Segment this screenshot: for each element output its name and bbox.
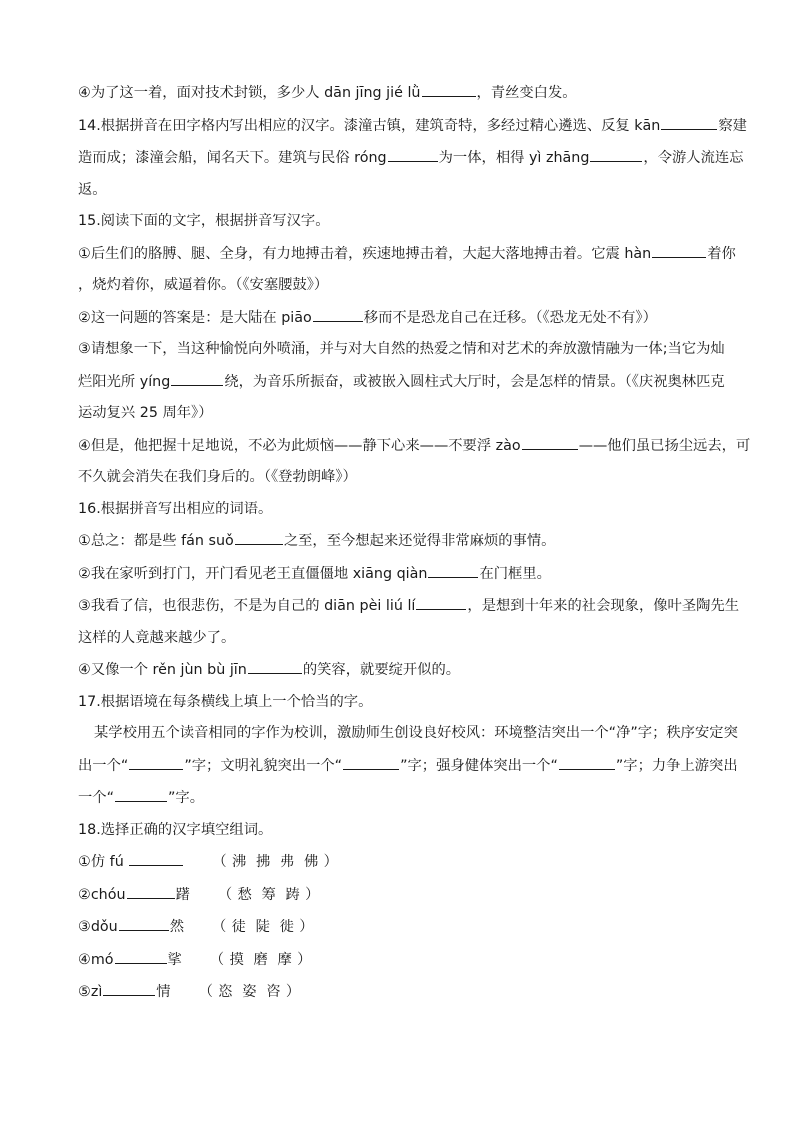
q18-pinyin: ⑤zì [78, 984, 103, 1000]
q16-text: 的笑容，就要绽开似的。 [302, 662, 461, 678]
option-char: 徙 [279, 919, 295, 935]
answer-blank[interactable] [115, 787, 167, 802]
q18-suffix: 挲 [167, 951, 182, 968]
q15-text: 烂阳光所 yíng [78, 373, 171, 390]
answer-blank[interactable] [661, 115, 717, 130]
q18-suffix: 情 [156, 984, 171, 1000]
q17-title: 17.根据语境在每条横线上填上一个恰当的字。 [78, 693, 373, 710]
q18-options: （ 摸 磨 摩 ） [209, 951, 313, 968]
answer-blank[interactable] [428, 563, 478, 578]
option-char: 踌 [285, 886, 301, 903]
answer-blank[interactable] [416, 595, 466, 610]
q16-item-4 [78, 659, 726, 680]
option-char: 徒 [231, 919, 247, 935]
answer-blank[interactable] [127, 884, 175, 899]
q15-text: 移而不是恐龙自己在迁移。（《恐龙无处不有》） [363, 309, 657, 326]
q14-text: 察建 [718, 117, 747, 134]
q16-text: ①总之：都是些 fán suǒ [78, 533, 234, 549]
q15-item-3-line-1: ③请想象一下，当这种愉悦向外喷涌，并与对大自然的热爱之情和对艺术的奔放激情融为一体;当它为灿 [78, 341, 725, 357]
q15-item-4-line-2: 不久就会消失在我们身后的。（《登勃朗峰》） [78, 469, 357, 485]
q15-item-4-line-1 [78, 435, 751, 456]
q17-line-3 [78, 787, 726, 808]
q18-pinyin: ①仿 fú [78, 854, 124, 870]
q15-item-3-line-3: 运动复兴 25 周年》） [78, 405, 213, 421]
q18-pinyin: ③dǒu [78, 919, 118, 935]
q13-item-4-text: ④为了这一着，面对技术封锁，多少人 dān jīng jié lǜ [78, 85, 421, 101]
q18-options: （ 徒 陡 徙 ） [212, 919, 315, 935]
q18-options: （ 沸 拂 弗 佛 ） [212, 854, 339, 870]
q16-item-3-line-2: 这样的人竟越来越少了。 [78, 629, 236, 646]
q16-text: ④又像一个 rěn jùn bù jīn [78, 662, 247, 678]
q13-item-4 [78, 82, 726, 103]
q16-text: ，是想到十年来的社会现象，像叶圣陶先生 [467, 598, 740, 614]
answer-blank[interactable] [103, 981, 155, 996]
answer-blank[interactable] [522, 435, 578, 450]
q18-suffix: 躇 [175, 886, 190, 903]
answer-blank[interactable] [422, 82, 476, 97]
option-char: 姿 [242, 984, 258, 1000]
q15-text: ①后生们的胳膊、腿、全身，有力地搏击着，疾速地搏击着，大起大落地搏击着。它震 hàn [78, 245, 652, 262]
q18-suffix: 然 [169, 919, 184, 935]
answer-blank[interactable] [559, 755, 615, 770]
option-char: 佛 [303, 854, 320, 870]
q15-text: ②这一问题的答案是：是大陆在 piāo [78, 309, 312, 326]
q17-text: ”字。 [168, 790, 205, 806]
q18-item-1 [78, 851, 726, 872]
q16-item-2 [78, 563, 726, 584]
answer-blank[interactable] [129, 755, 183, 770]
answer-blank[interactable] [171, 371, 223, 386]
option-char: 摩 [277, 951, 293, 968]
q18-title: 18.选择正确的汉字填空组词。 [78, 821, 273, 838]
q16-text: 之至，至今想起来还觉得非常麻烦的事情。 [283, 533, 556, 549]
q15-item-2 [78, 307, 726, 328]
q13-item-4-text-end: ，青丝变白发。 [476, 85, 577, 101]
q15-item-1-line-1 [78, 243, 736, 264]
q17-text: 一个“ [78, 790, 115, 806]
q16-title: 16.根据拼音写出相应的词语。 [78, 500, 273, 517]
option-char: 磨 [253, 951, 269, 968]
q15-item-3-line-2 [78, 371, 726, 392]
q16-text: 在门框里。 [479, 565, 551, 582]
q17-text: 出一个“ [78, 757, 129, 774]
answer-blank[interactable] [129, 851, 183, 866]
answer-blank[interactable] [343, 755, 399, 770]
q15-text: ——他们虽已扬尘远去，可 [578, 437, 751, 454]
q17-text: ”字；强身健体突出一个“ [400, 757, 558, 774]
q14-line-3: 返。 [78, 181, 107, 198]
q15-text: 着你 [707, 245, 736, 262]
q14-text: 造而成；漆潼会船，闻名天下。建筑与民俗 róng [78, 150, 387, 166]
q14-text: ，令游人流连忘 [643, 150, 744, 166]
q18-pinyin: ②chóu [78, 886, 126, 903]
q16-text: ②我在家听到打门，开门看见老王直僵僵地 xiāng qiàn [78, 565, 428, 582]
q18-item-5 [78, 981, 726, 1002]
q17-text: ”字；力争上游突出 [615, 757, 738, 774]
q17-line-1: 某学校用五个读音相同的字作为校训，激励师生创设良好校风：环境整洁突出一个“净”字；秩序安定突 [94, 725, 738, 741]
q18-pinyin: ④mó [78, 951, 114, 968]
q18-options: （ 愁 筹 踌 ） [217, 886, 321, 903]
q16-item-1 [78, 530, 726, 551]
option-char: 弗 [279, 854, 296, 870]
exam-page [78, 78, 751, 1014]
option-char: 拂 [255, 854, 272, 870]
q17-text: ”字；文明礼貌突出一个“ [184, 757, 343, 774]
option-char: 恣 [218, 984, 234, 1000]
q14-line-2 [78, 147, 744, 168]
q14-line-1 [78, 115, 747, 136]
q14-text: 为一体，相得 yì zhāng [438, 150, 590, 166]
q15-text: 绕，为音乐所振奋，或被嵌入圆柱式大厅时，会是怎样的情景。（《庆祝奥林匹克 [224, 373, 725, 390]
answer-blank[interactable] [652, 243, 706, 258]
q15-text: ④但是，他把握十足地说，不必为此烦恼——静下心来——不要浮 zào [78, 437, 521, 454]
q18-item-4 [78, 949, 726, 970]
q18-item-2 [78, 884, 726, 905]
q16-text: ③我看了信，也很悲伤，不是为自己的 diān pèi liú lí [78, 598, 416, 614]
q15-title: 15.阅读下面的文字，根据拼音写汉字。 [78, 213, 330, 229]
q14-text: 14.根据拼音在田字格内写出相应的汉字。漆潼古镇，建筑奇特，多经过精心遴选、反复 kān [78, 117, 661, 134]
answer-blank[interactable] [313, 307, 363, 322]
answer-blank[interactable] [248, 659, 302, 674]
answer-blank[interactable] [119, 916, 169, 931]
answer-blank[interactable] [235, 530, 283, 545]
option-char: 咨 [266, 984, 282, 1000]
q15-item-1-line-2: ，烧灼着你，威逼着你。（《安塞腰鼓》） [78, 277, 329, 293]
q16-item-3-line-1 [78, 595, 740, 616]
option-char: 摸 [229, 951, 245, 968]
q18-options: （ 恣 姿 咨 ） [198, 984, 302, 1000]
answer-blank[interactable] [590, 147, 642, 162]
q18-item-3 [78, 916, 726, 937]
option-char: 筹 [261, 886, 277, 903]
option-char: 沸 [231, 854, 248, 870]
answer-blank[interactable] [388, 147, 438, 162]
answer-blank[interactable] [115, 949, 167, 964]
q17-line-2 [78, 755, 738, 776]
option-char: 陡 [255, 919, 271, 935]
option-char: 愁 [237, 886, 253, 903]
